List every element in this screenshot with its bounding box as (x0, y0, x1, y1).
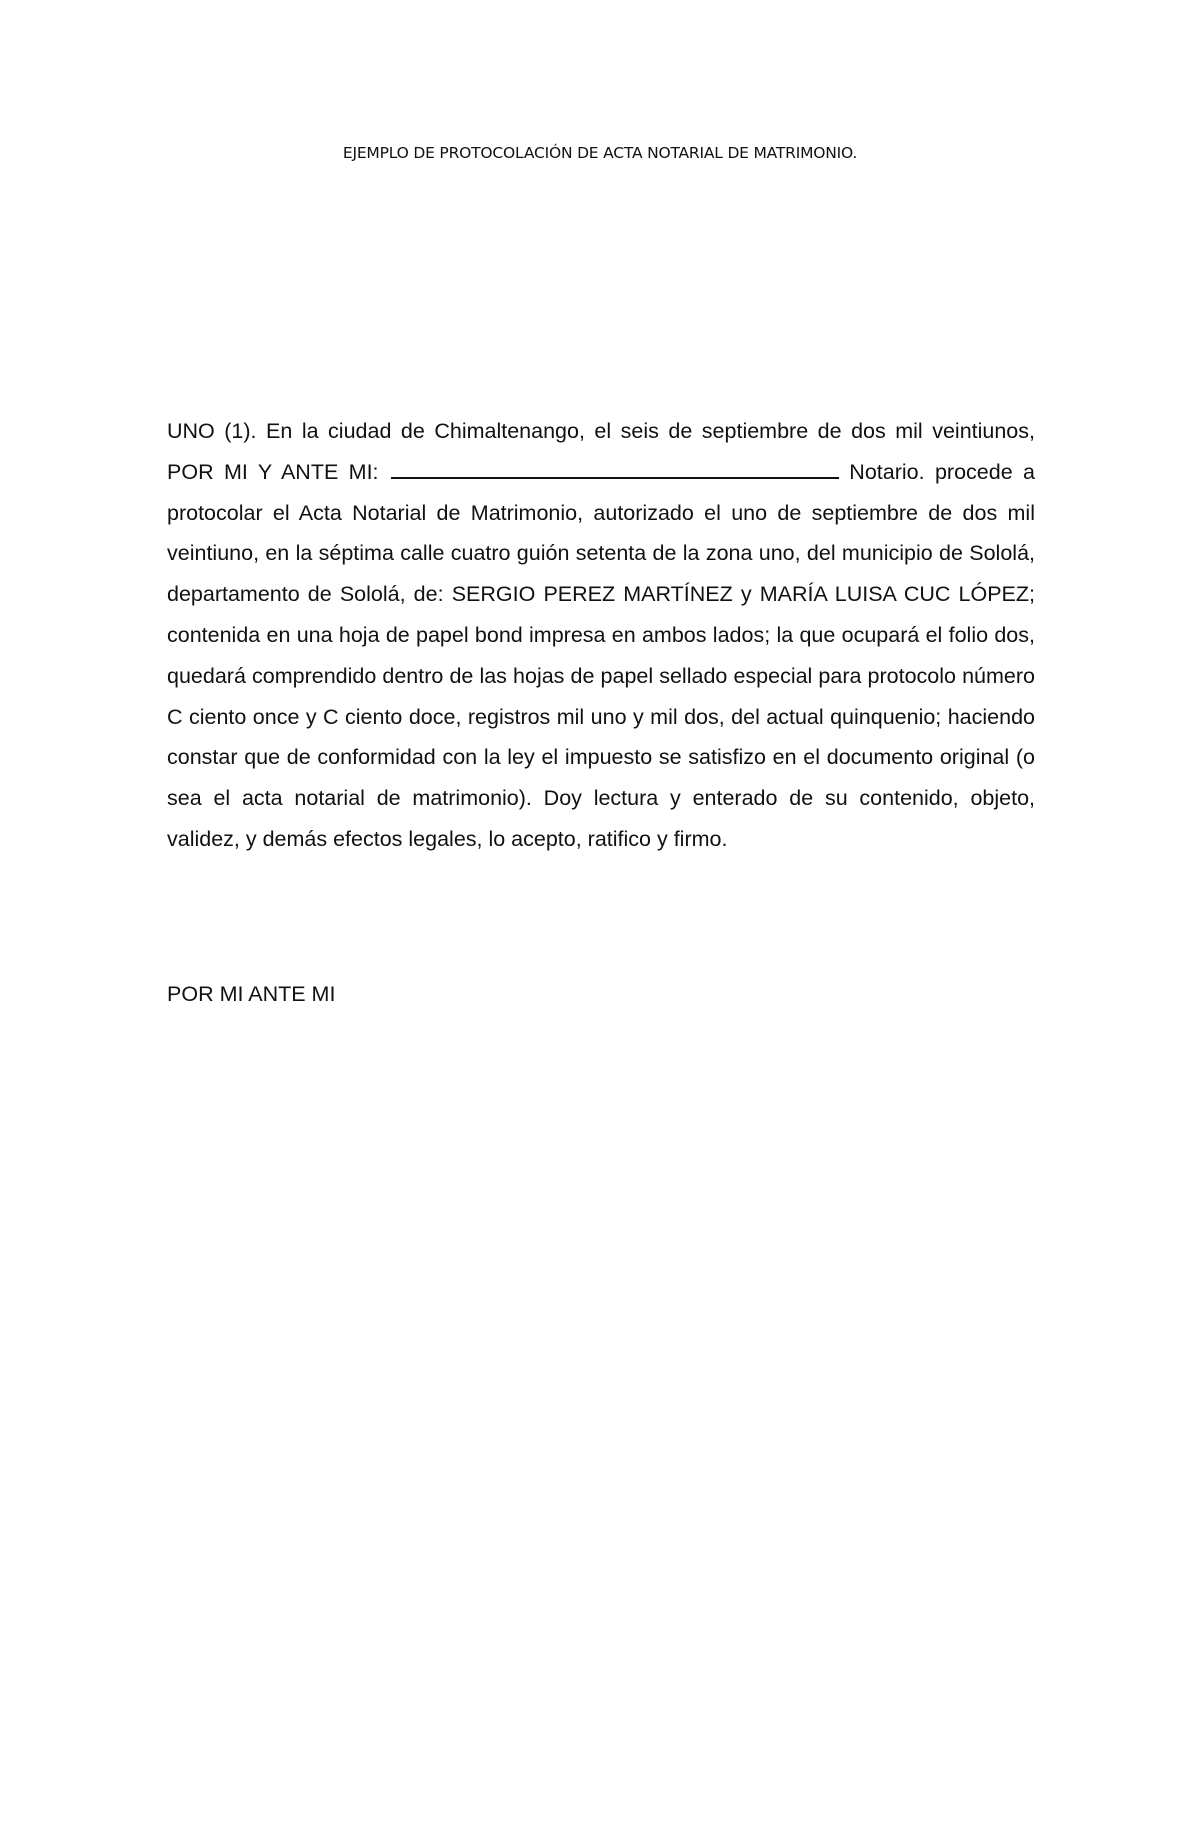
notary-name-blank-line (391, 477, 839, 479)
signature-text: POR MI ANTE MI (167, 982, 336, 1006)
document-body (167, 411, 1035, 860)
body-continuation-text: Notario. procede a protocolar el Acta Notarial de Matrimonio, autorizado el uno de septiembre de dos mil veintiuno, en la séptima calle cuatro guión setenta de la zona uno, del municipio de Sololá, departamento de Sololá, de: SERGIO PEREZ MARTÍNEZ y MARÍA LUISA CUC LÓPEZ; contenida en una hoja de papel bond impresa en ambos lados; la que ocupará el folio dos, quedará comprendido dentro de las hojas de papel sellado especial para protocolo número C ciento once y C ciento doce, registros mil uno y mil dos, del actual quinquenio; haciendo constar que de conformidad con la ley el impuesto se satisfizo en el documento original (o sea el acta notarial de matrimonio). Doy lectura y enterado de su contenido, objeto, validez, y demás efectos legales, lo acepto, ratifico y firmo. (167, 459, 1035, 851)
document-title: EJEMPLO DE PROTOCOLACIÓN DE ACTA NOTARIAL DE MATRIMONIO. (342, 144, 858, 162)
body-paragraph (167, 411, 1035, 860)
body-intro-text: UNO (1). En la ciudad de Chimaltenango, el seis de septiembre de dos mil veintiunos, POR MI Y ANTE MI: (167, 419, 1035, 484)
